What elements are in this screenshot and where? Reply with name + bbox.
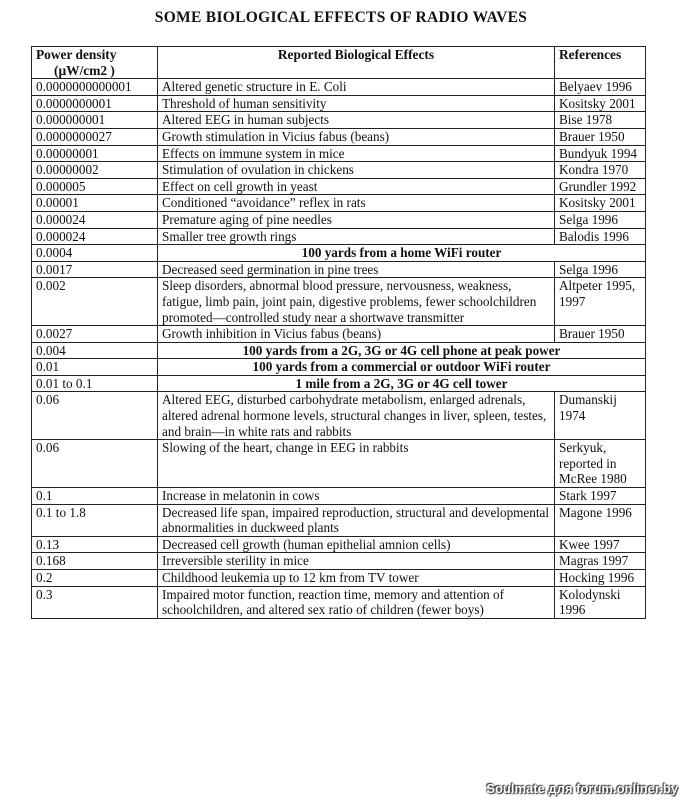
power-density-cell: 0.1 to 1.8: [32, 504, 158, 536]
table-row: [32, 95, 646, 112]
effect-cell: Altered genetic structure in E. Coli: [158, 79, 555, 96]
table-row: [32, 342, 646, 359]
exposure-source-cell: 100 yards from a home WiFi router: [158, 245, 646, 262]
reference-cell: Magone 1996: [555, 504, 646, 536]
power-density-cell: 0.0027: [32, 326, 158, 343]
power-density-cell: 0.002: [32, 278, 158, 326]
table-row: [32, 392, 646, 440]
reference-cell: Grundler 1992: [555, 178, 646, 195]
power-density-cell: 0.00000001: [32, 145, 158, 162]
effect-cell: Decreased cell growth (human epithelial amnion cells): [158, 536, 555, 553]
table-row: [32, 570, 646, 587]
effect-cell: Irreversible sterility in mice: [158, 553, 555, 570]
power-density-cell: 0.0000000027: [32, 128, 158, 145]
power-density-cell: 0.0000000000001: [32, 79, 158, 96]
power-density-cell: 0.0017: [32, 261, 158, 278]
effects-table: [31, 46, 646, 619]
effect-cell: Childhood leukemia up to 12 km from TV tower: [158, 570, 555, 587]
reference-cell: Kositsky 2001: [555, 95, 646, 112]
power-density-cell: 0.2: [32, 570, 158, 587]
reference-cell: Kwee 1997: [555, 536, 646, 553]
effect-cell: Growth inhibition in Vicius fabus (beans): [158, 326, 555, 343]
effect-cell: Effects on immune system in mice: [158, 145, 555, 162]
power-density-cell: 0.00001: [32, 195, 158, 212]
reference-cell: Hocking 1996: [555, 570, 646, 587]
table-row: [32, 162, 646, 179]
table-row: [32, 375, 646, 392]
table-row: [32, 586, 646, 618]
power-density-cell: 0.004: [32, 342, 158, 359]
exposure-source-cell: 1 mile from a 2G, 3G or 4G cell tower: [158, 375, 646, 392]
effects-header: Reported Biological Effects: [158, 47, 555, 79]
references-header: References: [555, 47, 646, 79]
effect-cell: Slowing of the heart, change in EEG in rabbits: [158, 440, 555, 488]
effect-cell: Stimulation of ovulation in chickens: [158, 162, 555, 179]
reference-cell: Bise 1978: [555, 112, 646, 129]
document-title: SOME BIOLOGICAL EFFECTS OF RADIO WAVES: [154, 9, 528, 26]
reference-cell: Kondra 1970: [555, 162, 646, 179]
table-row: [32, 145, 646, 162]
reference-cell: Bundyuk 1994: [555, 145, 646, 162]
reference-cell: Serkyuk, reported in McRee 1980: [555, 440, 646, 488]
reference-cell: Belyaev 1996: [555, 79, 646, 96]
table-row: [32, 504, 646, 536]
power-density-header-line1: Power density: [36, 47, 117, 62]
watermark: Soulmate для forum.onliner.by: [486, 781, 678, 796]
table-row: [32, 553, 646, 570]
power-density-cell: 0.1: [32, 488, 158, 505]
power-density-cell: 0.000024: [32, 228, 158, 245]
power-density-cell: 0.00000002: [32, 162, 158, 179]
effect-cell: Growth stimulation in Vicius fabus (beans): [158, 128, 555, 145]
exposure-source-cell: 100 yards from a commercial or outdoor WiFi router: [158, 359, 646, 376]
power-density-cell: 0.000024: [32, 211, 158, 228]
reference-cell: Brauer 1950: [555, 128, 646, 145]
power-density-cell: 0.01 to 0.1: [32, 375, 158, 392]
power-density-cell: 0.168: [32, 553, 158, 570]
reference-cell: Brauer 1950: [555, 326, 646, 343]
table-row: [32, 211, 646, 228]
table-row: [32, 326, 646, 343]
effect-cell: Smaller tree growth rings: [158, 228, 555, 245]
table-row: [32, 128, 646, 145]
effect-cell: Increase in melatonin in cows: [158, 488, 555, 505]
exposure-source-cell: 100 yards from a 2G, 3G or 4G cell phone at peak power: [158, 342, 646, 359]
table-row: [32, 440, 646, 488]
effect-cell: Conditioned “avoidance” reflex in rats: [158, 195, 555, 212]
power-density-cell: 0.000005: [32, 178, 158, 195]
power-density-cell: 0.0000000001: [32, 95, 158, 112]
reference-cell: Selga 1996: [555, 261, 646, 278]
power-density-cell: 0.13: [32, 536, 158, 553]
effect-cell: Threshold of human sensitivity: [158, 95, 555, 112]
table-row: [32, 79, 646, 96]
power-density-header-units: (µW/cm2 ): [54, 62, 115, 78]
power-density-cell: 0.000000001: [32, 112, 158, 129]
effect-cell: Sleep disorders, abnormal blood pressure, nervousness, weakness, fatigue, limb pain, joint pain, digestive problems, fewer schoolchildren promoted—controlled study near a shortwave transmitter: [158, 278, 555, 326]
effect-cell: Decreased seed germination in pine trees: [158, 261, 555, 278]
effect-cell: Altered EEG, disturbed carbohydrate metabolism, enlarged adrenals, altered adrenal hormone levels, structural changes in liver, spleen, testes, and brain—in white rats and rabbits: [158, 392, 555, 440]
effect-cell: Effect on cell growth in yeast: [158, 178, 555, 195]
reference-cell: Dumanskij 1974: [555, 392, 646, 440]
reference-cell: Stark 1997: [555, 488, 646, 505]
effect-cell: Decreased life span, impaired reproduction, structural and developmental abnormalities in duckweed plants: [158, 504, 555, 536]
reference-cell: Selga 1996: [555, 211, 646, 228]
table-row: [32, 245, 646, 262]
power-density-cell: 0.0004: [32, 245, 158, 262]
table-row: [32, 261, 646, 278]
power-density-header: [32, 47, 158, 79]
effect-cell: Premature aging of pine needles: [158, 211, 555, 228]
effect-cell: Altered EEG in human subjects: [158, 112, 555, 129]
power-density-cell: 0.06: [32, 392, 158, 440]
power-density-cell: 0.06: [32, 440, 158, 488]
table-row: [32, 228, 646, 245]
table-row: [32, 536, 646, 553]
table-row: [32, 359, 646, 376]
reference-cell: Balodis 1996: [555, 228, 646, 245]
table-body: [32, 79, 646, 619]
table-row: [32, 195, 646, 212]
table-row: [32, 488, 646, 505]
reference-cell: Kositsky 2001: [555, 195, 646, 212]
power-density-cell: 0.01: [32, 359, 158, 376]
reference-cell: Altpeter 1995, 1997: [555, 278, 646, 326]
table-row: [32, 178, 646, 195]
header-row: [32, 47, 646, 79]
reference-cell: Kolodynski 1996: [555, 586, 646, 618]
effect-cell: Impaired motor function, reaction time, memory and attention of schoolchildren, and altered sex ratio of children (fewer boys): [158, 586, 555, 618]
reference-cell: Magras 1997: [555, 553, 646, 570]
table-row: [32, 112, 646, 129]
table-row: [32, 278, 646, 326]
power-density-cell: 0.3: [32, 586, 158, 618]
